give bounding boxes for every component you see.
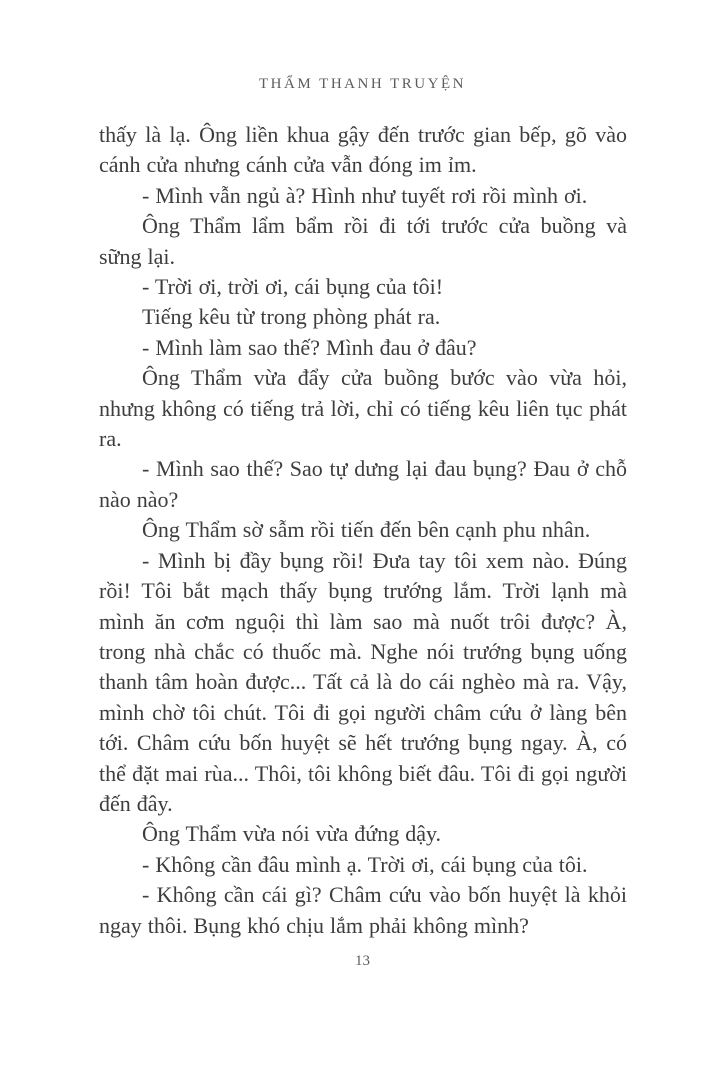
paragraph: thấy là lạ. Ông liền khua gậy đến trước gian bếp, gõ vào cánh cửa nhưng cánh cửa vẫn đóng im ỉm.	[99, 122, 627, 178]
body-text	[99, 120, 627, 941]
paragraph: Ông Thẩm vừa nói vừa đứng dậy.	[142, 821, 442, 847]
paragraph: Ông Thẩm sờ sẫm rồi tiến đến bên cạnh phu nhân.	[142, 517, 591, 543]
paragraph: Tiếng kêu từ trong phòng phát ra.	[142, 304, 441, 330]
paragraph: - Mình vẫn ngủ à? Hình như tuyết rơi rồi mình ơi.	[142, 182, 588, 208]
paragraph: Ông Thẩm vừa đẩy cửa buồng bước vào vừa hỏi, nhưng không có tiếng trả lời, chỉ có tiếng kêu liên tục phát ra.	[99, 365, 627, 452]
paragraph: - Trời ơi, trời ơi, cái bụng của tôi!	[142, 274, 444, 300]
paragraph: - Mình sao thế? Sao tự dưng lại đau bụng? Đau ở chỗ nào nào?	[99, 456, 627, 512]
page-number: 13	[355, 953, 370, 969]
paragraph: Ông Thẩm lẩm bẩm rồi đi tới trước cửa buồng và sững lại.	[99, 213, 627, 269]
running-header: THẨM THANH TRUYỆN	[259, 76, 466, 92]
paragraph: - Không cần cái gì? Châm cứu vào bốn huyệt là khỏi ngay thôi. Bụng khó chịu lắm phải không mình?	[99, 882, 627, 938]
paragraph: - Không cần đâu mình ạ. Trời ơi, cái bụng của tôi.	[142, 851, 588, 877]
paragraph: - Mình bị đầy bụng rồi! Đưa tay tôi xem nào. Đúng rồi! Tôi bắt mạch thấy bụng trướng lắm. Trời lạnh mà mình ăn cơm nguội thì làm sao mà nuốt trôi được? À, trong nhà chắc có thuốc mà. Nghe nói trướng bụng uống thanh tâm hoàn được... Tất cả là do cái nghèo mà ra. Vậy, mình chờ tôi chút. Tôi đi gọi người châm cứu ở làng bên tới. Châm cứu bốn huyệt sẽ hết trướng bụng ngay. À, có thể đặt mai rùa... Thôi, tôi không biết đâu. Tôi đi gọi người đến đây.	[99, 547, 627, 816]
paragraph: - Mình làm sao thế? Mình đau ở đâu?	[142, 334, 477, 360]
